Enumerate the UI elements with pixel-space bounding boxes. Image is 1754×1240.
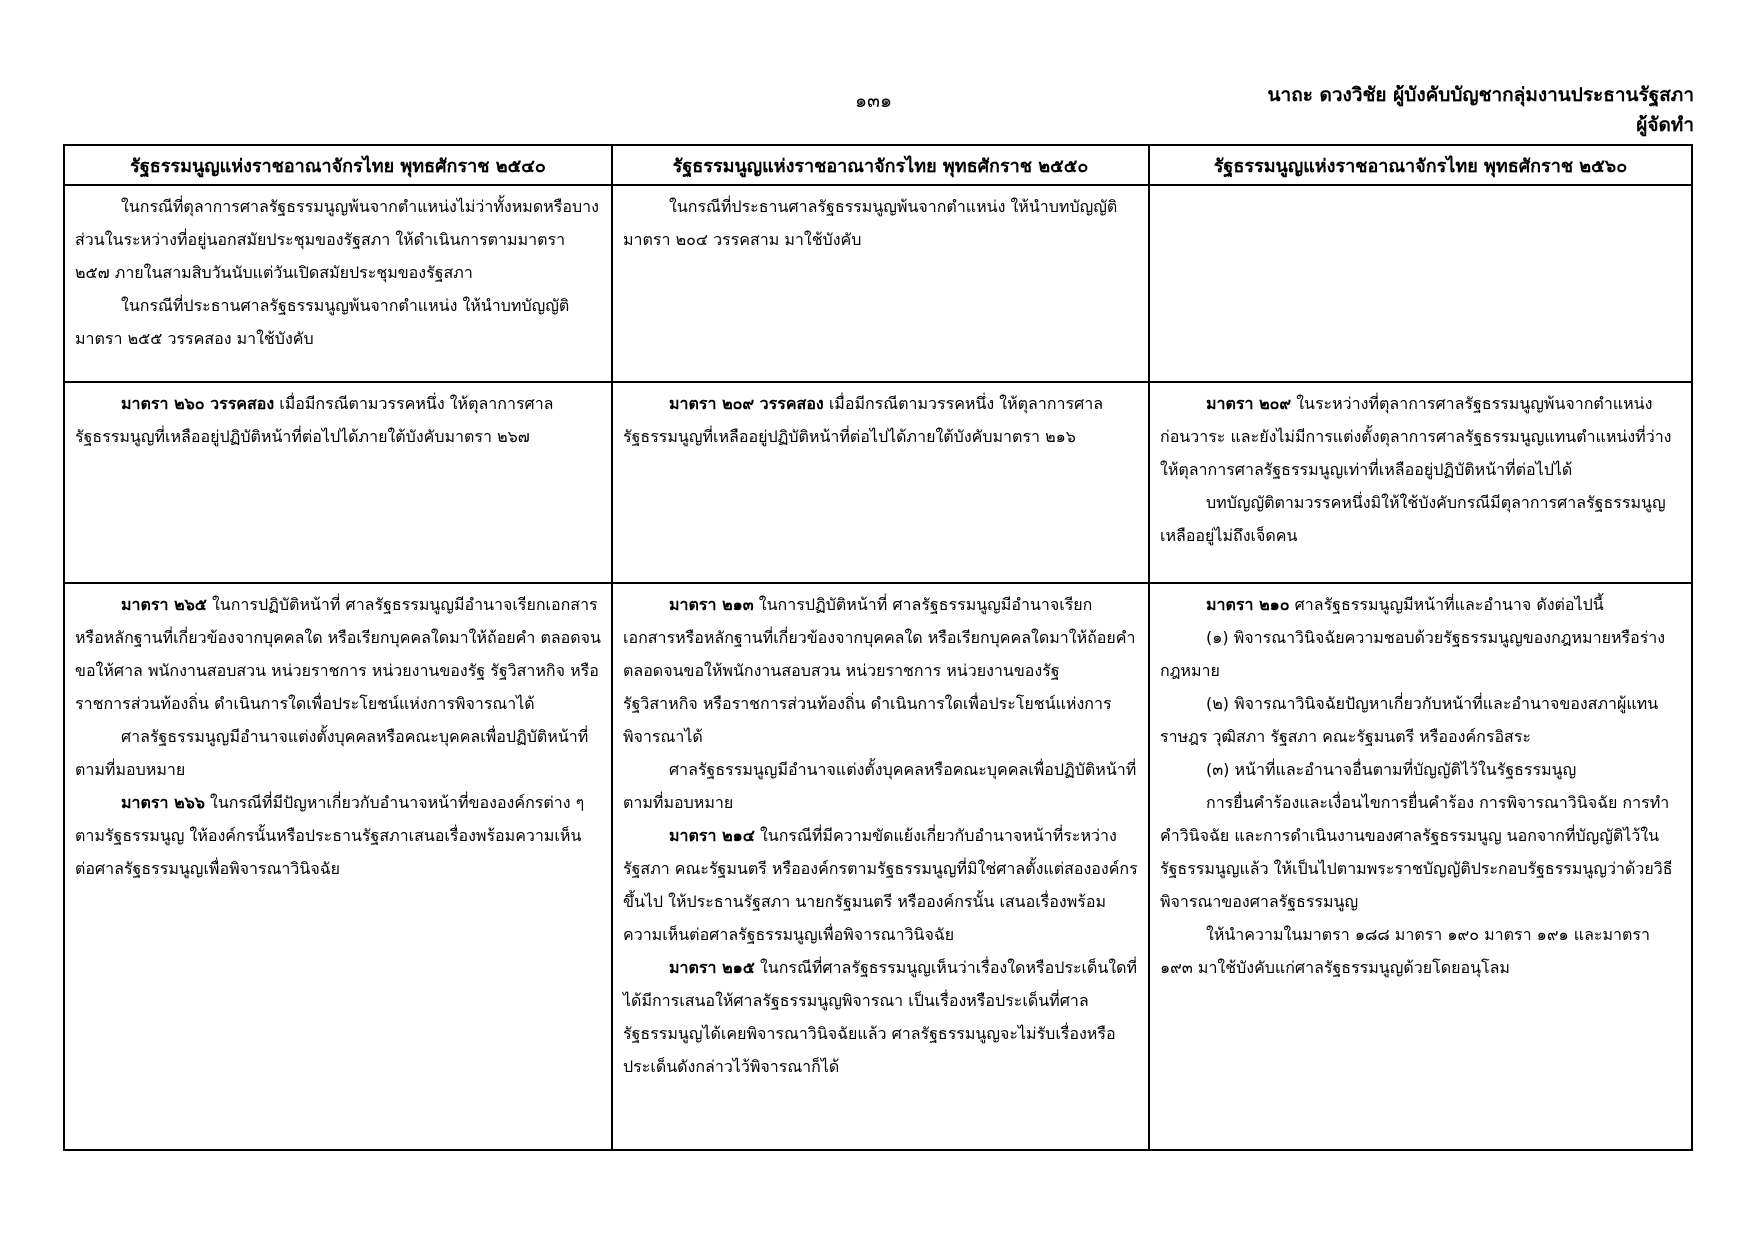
author-line: นาถะ ดวงวิชัย ผู้บังคับบัญชากลุ่มงานประธานรัฐสภา <box>1267 84 1694 106</box>
paragraph-text: ศาลรัฐธรรมนูญมีอำนาจแต่งตั้งบุคคลหรือคณะบุคคลเพื่อปฏิบัติหน้าที่ตามที่มอบหมาย <box>623 760 1137 812</box>
paragraph-text: เมื่อมีกรณีตามวรรคหนึ่ง ให้ตุลาการศาลรัฐธรรมนูญที่เหลืออยู่ปฏิบัติหน้าที่ต่อไปได้ภายใต้บังคับมาตรา ๒๑๖ <box>623 394 1104 446</box>
paragraph-text: การยื่นคำร้องและเงื่อนไขการยื่นคำร้อง การพิจารณาวินิจฉัย การทำคำวินิจฉัย และการดำเนินงานของศาลรัฐธรรมนูญ นอกจากที่บัญญัติไว้ในรัฐธรรมนูญแล้ว ให้เป็นไปตามพระราชบัญญัติประกอบรัฐธรรมนูญว่าด้วยวิธีพิจารณาของศาลรัฐธรรมนูญ <box>1160 793 1673 911</box>
page-number: ๑๓๑ <box>855 90 893 112</box>
paragraph-text: ในกรณีที่มีความขัดแย้งเกี่ยวกับอำนาจหน้าที่ระหว่างรัฐสภา คณะรัฐมนตรี หรือองค์กรตามรัฐธรรมนูญที่มิใช่ศาลตั้งแต่สององค์กรขึ้นไป ให้ประธานรัฐสภา นายกรัฐมนตรี หรือองค์กรนั้น เสนอเรื่องพร้อมความเห็นต่อศาลรัฐธรรมนูญเพื่อพิจารณาวินิจฉัย <box>623 826 1138 944</box>
paragraph-text: เมื่อมีกรณีตามวรรคหนึ่ง ให้ตุลาการศาลรัฐธรรมนูญที่เหลืออยู่ปฏิบัติหน้าที่ต่อไปได้ภายใต้บังคับมาตรา ๒๖๗ <box>75 394 554 446</box>
paragraph <box>1160 918 1681 984</box>
cell-2540 <box>64 583 612 1150</box>
section-label: มาตรา ๒๑๔ <box>669 826 755 845</box>
cell-2550 <box>612 185 1149 382</box>
table-header-row <box>64 145 1692 185</box>
paragraph <box>75 786 601 885</box>
cell-2560 <box>1149 185 1692 382</box>
paragraph <box>1160 753 1681 786</box>
section-label: มาตรา ๒๖๕ <box>121 595 207 614</box>
paragraph <box>1160 588 1681 621</box>
paragraph-text: ศาลรัฐธรรมนูญมีหน้าที่และอำนาจ ดังต่อไปนี้ <box>1289 595 1604 614</box>
paragraph-text: ในกรณีที่ประธานศาลรัฐธรรมนูญพ้นจากตำแหน่ง ให้นำบทบัญญัติมาตรา ๒๐๔ วรรคสาม มาใช้บังคับ <box>623 197 1118 249</box>
cell-2560 <box>1149 382 1692 583</box>
paragraph <box>75 387 601 453</box>
cell-2550 <box>612 583 1149 1150</box>
comparison-table <box>63 144 1693 1151</box>
section-label: มาตรา ๒๑๕ <box>669 958 755 977</box>
paragraph-text: ในกรณีที่มีปัญหาเกี่ยวกับอำนาจหน้าที่ขององค์กรต่าง ๆ ตามรัฐธรรมนูญ ให้องค์กรนั้นหรือประธานรัฐสภาเสนอเรื่องพร้อมความเห็นต่อศาลรัฐธรรมนูญเพื่อพิจารณาวินิจฉัย <box>75 793 585 878</box>
paragraph <box>75 289 601 355</box>
paragraph <box>623 753 1138 819</box>
paragraph-text: (๒) พิจารณาวินิจฉัยปัญหาเกี่ยวกับหน้าที่และอำนาจของสภาผู้แทนราษฎร วุฒิสภา รัฐสภา คณะรัฐมนตรี หรือองค์กรอิสระ <box>1160 694 1659 746</box>
paragraph <box>1160 786 1681 918</box>
author-role: ผู้จัดทำ <box>1636 114 1694 136</box>
paragraph <box>1160 621 1681 687</box>
paragraph-text: ในการปฏิบัติหน้าที่ ศาลรัฐธรรมนูญมีอำนาจเรียกเอกสารหรือหลักฐานที่เกี่ยวข้องจากบุคคลใด หรือเรียกบุคคลใดมาให้ถ้อยคำ ตลอดจนขอให้ศาล พนักงานสอบสวน หน่วยราชการ หน่วยงานของรัฐ รัฐวิสาหกิจ หรือราชการส่วนท้องถิ่น ดำเนินการใดเพื่อประโยชน์แห่งการพิจารณาได้ <box>75 595 601 713</box>
paragraph-text: ในการปฏิบัติหน้าที่ ศาลรัฐธรรมนูญมีอำนาจเรียกเอกสารหรือหลักฐานที่เกี่ยวข้องจากบุคคลใด หรือเรียกบุคคลใดมาให้ถ้อยคำ ตลอดจนขอให้พนักงานสอบสวน หน่วยราชการ หน่วยงานของรัฐ รัฐวิสาหกิจ หรือราชการส่วนท้องถิ่น ดำเนินการใดเพื่อประโยชน์แห่งการพิจารณาได้ <box>623 595 1136 746</box>
table-row <box>64 382 1692 583</box>
paragraph-text: ในกรณีที่ตุลาการศาลรัฐธรรมนูญพ้นจากตำแหน่งไม่ว่าทั้งหมดหรือบางส่วนในระหว่างที่อยู่นอกสมัยประชุมของรัฐสภา ให้ดำเนินการตามมาตรา ๒๕๗ ภายในสามสิบวันนับแต่วันเปิดสมัยประชุมของรัฐสภา <box>75 197 599 282</box>
section-label: มาตรา ๒๐๙ วรรคสอง <box>669 394 824 413</box>
column-header-2540: รัฐธรรมนูญแห่งราชอาณาจักรไทย พุทธศักราช ๒๕๔๐ <box>64 145 612 185</box>
paragraph-text: (๓) หน้าที่และอำนาจอื่นตามที่บัญญัติไว้ในรัฐธรรมนูญ <box>1206 760 1577 779</box>
paragraph-text: บทบัญญัติตามวรรคหนึ่งมิให้ใช้บังคับกรณีมีตุลาการศาลรัฐธรรมนูญเหลืออยู่ไม่ถึงเจ็ดคน <box>1160 493 1666 545</box>
section-label: มาตรา ๒๖๐ วรรคสอง <box>121 394 275 413</box>
paragraph <box>623 819 1138 951</box>
section-label: มาตรา ๒๐๙ <box>1206 394 1292 413</box>
column-header-2560: รัฐธรรมนูญแห่งราชอาณาจักรไทย พุทธศักราช ๒๕๖๐ <box>1149 145 1692 185</box>
section-label: มาตรา ๒๑๓ <box>669 595 754 614</box>
cell-2540 <box>64 382 612 583</box>
paragraph-text: ในระหว่างที่ตุลาการศาลรัฐธรรมนูญพ้นจากตำแหน่งก่อนวาระ และยังไม่มีการแต่งตั้งตุลาการศาลรัฐธรรมนูญแทนตำแหน่งที่ว่าง ให้ตุลาการศาลรัฐธรรมนูญเท่าที่เหลืออยู่ปฏิบัติหน้าที่ต่อไปได้ <box>1160 394 1672 479</box>
section-label: มาตรา ๒๑๐ <box>1206 595 1290 614</box>
paragraph <box>623 387 1138 453</box>
paragraph-text: ศาลรัฐธรรมนูญมีอำนาจแต่งตั้งบุคคลหรือคณะบุคคลเพื่อปฏิบัติหน้าที่ตามที่มอบหมาย <box>75 727 589 779</box>
paragraph <box>75 190 601 289</box>
table-row <box>64 583 1692 1150</box>
paragraph <box>623 951 1138 1083</box>
prepared-by <box>1268 80 1694 140</box>
paragraph <box>75 588 601 720</box>
cell-2540 <box>64 185 612 382</box>
column-header-2550: รัฐธรรมนูญแห่งราชอาณาจักรไทย พุทธศักราช ๒๕๕๐ <box>612 145 1149 185</box>
paragraph <box>75 720 601 786</box>
paragraph <box>623 588 1138 753</box>
table-row <box>64 185 1692 382</box>
paragraph <box>1160 486 1681 552</box>
paragraph <box>623 190 1138 256</box>
paragraph-text: (๑) พิจารณาวินิจฉัยความชอบด้วยรัฐธรรมนูญของกฎหมายหรือร่างกฎหมาย <box>1160 628 1666 680</box>
paragraph-text: ให้นำความในมาตรา ๑๘๘ มาตรา ๑๙๐ มาตรา ๑๙๑ และมาตรา ๑๙๓ มาใช้บังคับแก่ศาลรัฐธรรมนูญด้วยโดยอนุโลม <box>1160 925 1650 977</box>
cell-2550 <box>612 382 1149 583</box>
paragraph-text: ในกรณีที่ประธานศาลรัฐธรรมนูญพ้นจากตำแหน่ง ให้นำบทบัญญัติมาตรา ๒๕๕ วรรคสอง มาใช้บังคับ <box>75 296 570 348</box>
table-body <box>64 185 1692 1150</box>
section-label: มาตรา ๒๖๖ <box>121 793 205 812</box>
paragraph-text: ในกรณีที่ศาลรัฐธรรมนูญเห็นว่าเรื่องใดหรือประเด็นใดที่ได้มีการเสนอให้ศาลรัฐธรรมนูญพิจารณา เป็นเรื่องหรือประเด็นที่ศาลรัฐธรรมนูญได้เคยพิจารณาวินิจฉัยแล้ว ศาลรัฐธรรมนูญจะไม่รับเรื่องหรือประเด็นดังกล่าวไว้พิจารณาก็ได้ <box>623 958 1138 1076</box>
cell-2560 <box>1149 583 1692 1150</box>
paragraph <box>1160 387 1681 486</box>
paragraph <box>1160 687 1681 753</box>
